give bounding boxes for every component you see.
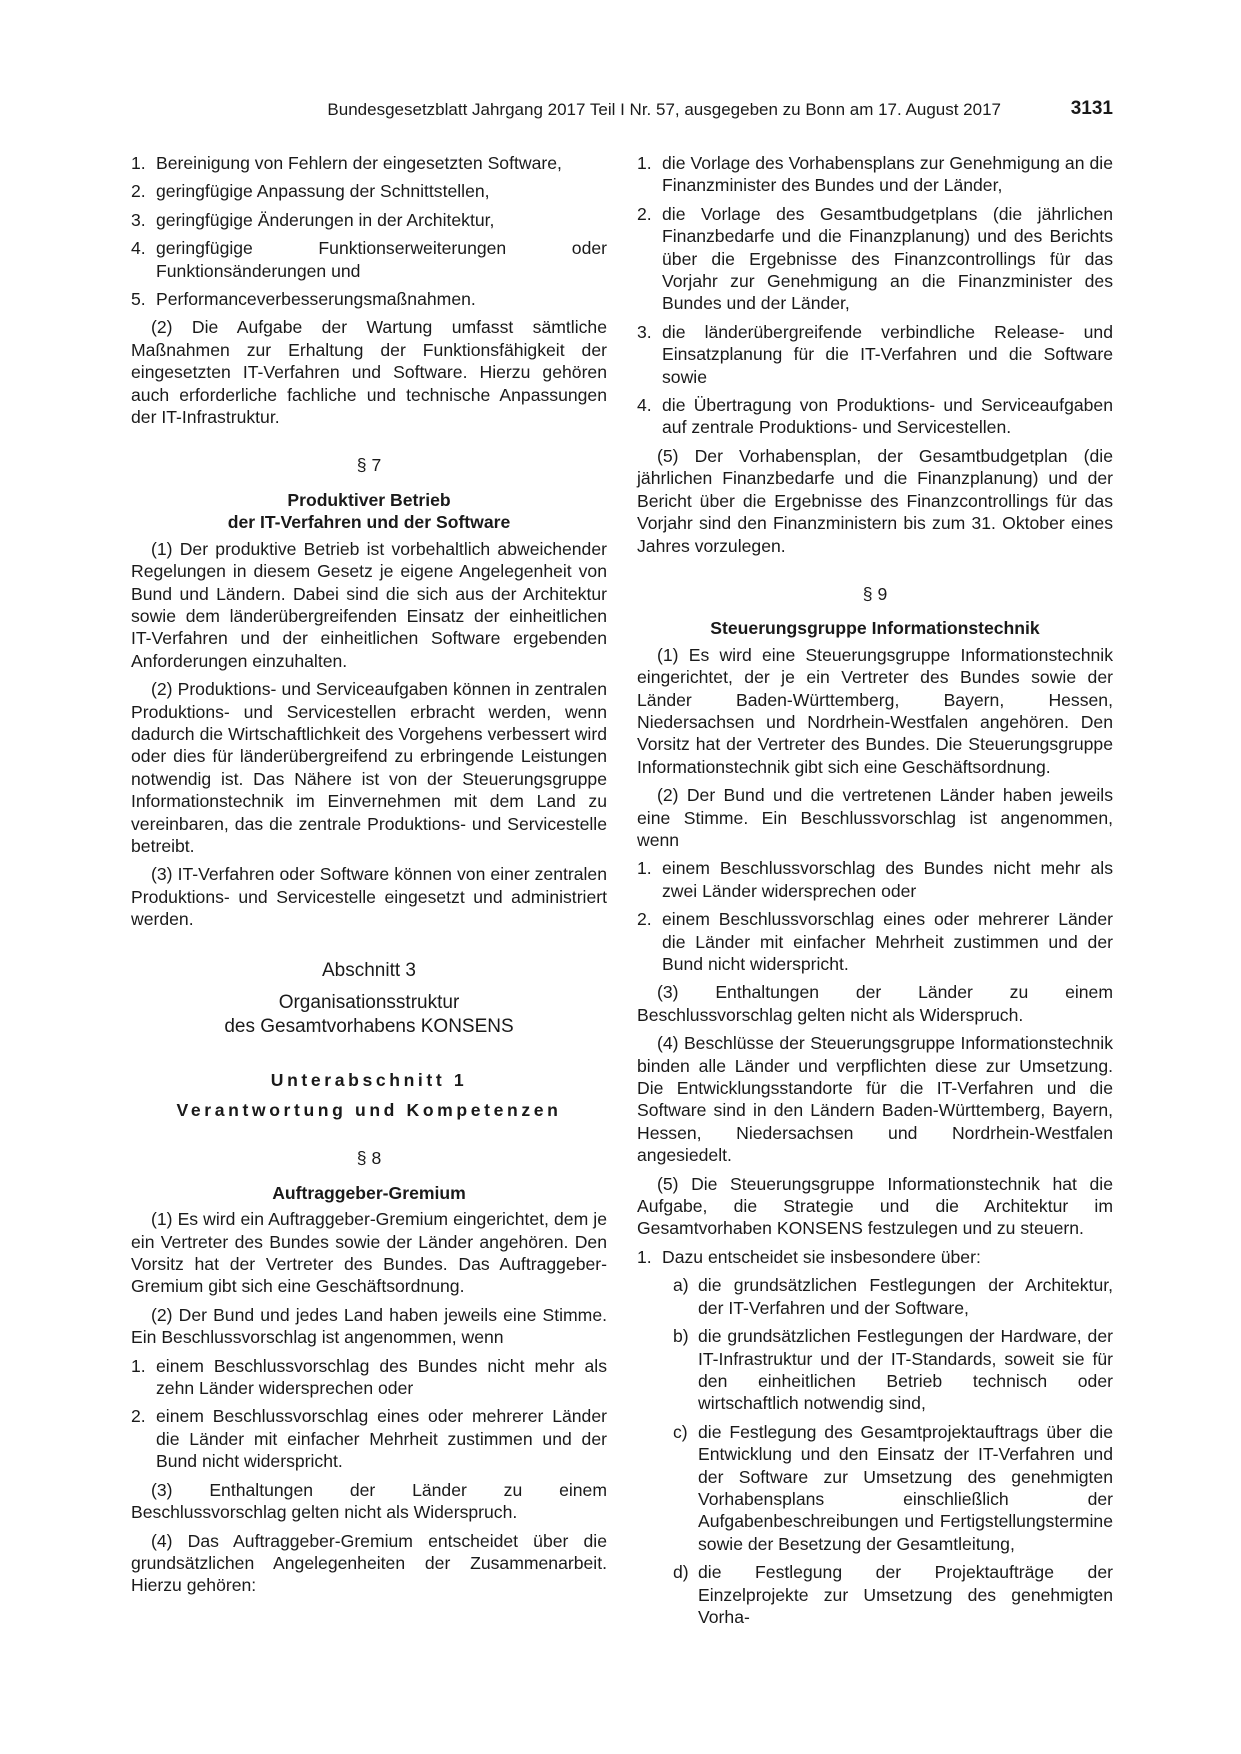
section-8-title: Auftraggeber-Gremium xyxy=(272,1182,466,1203)
section-7-sign: § 7 xyxy=(356,455,382,476)
list-text: Performanceverbesserungsmaßnahmen. xyxy=(156,289,476,310)
list-text: die Vorlage des Gesamtbudgetplans (die jährlichen Finanzbedarfe und die Finanzplanung) und des Berichts über die Ergebnisse des Finanzcontrollings für das Vorjahr zur Genehmigung an die Finanzminister des Bundes und der Länder, xyxy=(662,203,1113,314)
list-text: einem Beschlussvorschlag eines oder mehrerer Länder die Länder mit einfacher Mehrheit zustimmen und der Bund nicht widerspricht. xyxy=(156,1406,607,1472)
list-item xyxy=(637,1246,1113,1268)
subchapter-title: Verantwortung und Kompetenzen xyxy=(176,1100,562,1120)
list-text: geringfügige Änderungen in der Architektur, xyxy=(156,209,495,230)
list-number: 2. xyxy=(637,203,652,224)
chapter-title-line-2: des Gesamtvorhabens KONSENS xyxy=(224,1015,514,1037)
list-text: einem Beschlussvorschlag eines oder mehrerer Länder die Länder mit einfacher Mehrheit zustimmen und der Bund nicht widerspricht. xyxy=(662,909,1113,974)
list-text: Dazu entscheidet sie insbesondere über: xyxy=(662,1246,981,1267)
list-number: 3. xyxy=(637,321,652,342)
list-text: die länderübergreifende verbindliche Release- und Einsatzplanung für die IT-Verfahren und die Software sowie xyxy=(662,321,1113,387)
list-item xyxy=(131,1405,607,1472)
section-7-paragraph-3: (3) IT-Verfahren oder Software können von einer zentralen Produktions- und Servicestelle eingesetzt und administriert werden. xyxy=(131,864,607,930)
list-number: 2. xyxy=(131,181,146,202)
sublist-item xyxy=(637,1561,1113,1628)
section-8-sign: § 8 xyxy=(356,1148,382,1169)
list-item xyxy=(131,237,607,282)
section-9-paragraph-2: (2) Der Bund und die vertretenen Länder haben jeweils eine Stimme. Ein Beschlussvorschlag ist angenommen, wenn xyxy=(637,785,1113,850)
list-item xyxy=(637,394,1113,439)
section-8-paragraph-2: (2) Der Bund und jedes Land haben jeweils eine Stimme. Ein Beschlussvorschlag ist angenommen, wenn xyxy=(131,1304,607,1348)
list-text: einem Beschlussvorschlag des Bundes nicht mehr als zwei Länder widersprechen oder xyxy=(662,858,1113,901)
list-number: 4. xyxy=(131,238,146,259)
list-number: 1. xyxy=(131,1355,146,1376)
page-number: 3131 xyxy=(1070,98,1113,119)
list-number: 4. xyxy=(637,395,652,416)
section-9-title: Steuerungsgruppe Informationstechnik xyxy=(710,618,1040,639)
list-number: 3. xyxy=(131,209,146,230)
list-text: die Übertragung von Produktions- und Serviceaufgaben auf zentrale Produktions- und Servicestellen. xyxy=(662,395,1113,438)
list-text: Bereinigung von Fehlern der eingesetzten Software, xyxy=(156,153,562,173)
section-7-paragraph-1: (1) Der produktive Betrieb ist vorbehaltlich abweichender Regelungen in diesem Gesetz je eigene Angelegenheit von Bund und Ländern. Dabei sind die sich aus der Architektur sowie dem länderübergreifenden Einsatz der einheitlichen IT-Verfahren und der einheitlichen Software ergebenden Anforderungen einzuhalten. xyxy=(131,538,607,671)
sublist-text: die Festlegung des Gesamtprojektauftrags über die Entwicklung und den Einsatz der IT-Verfahren und der Software zur Umsetzung des genehmigten Vorhabensplans einschließlich der Aufgabenbeschreibungen und Fertigstellungstermine sowie der Besetzung der Gesamtleitung, xyxy=(698,1421,1113,1554)
list-number: 2. xyxy=(637,909,652,930)
right-column xyxy=(637,152,1113,1634)
section-8-paragraph-4: (4) Das Auftraggeber-Gremium entscheidet über die grundsätzlichen Angelegenheiten der Zusammenarbeit. Hierzu gehören: xyxy=(131,1530,607,1596)
list-number: 1. xyxy=(131,153,146,173)
list-text: geringfügige Funktionserweiterungen oder Funktionsänderungen und xyxy=(156,238,607,281)
list-number: 5. xyxy=(131,289,146,310)
sublist-letter: c) xyxy=(673,1421,688,1442)
list-item xyxy=(131,288,607,310)
list-text: die Vorlage des Vorhabensplans zur Genehmigung an die Finanzminister des Bundes und der Länder, xyxy=(662,153,1113,196)
chapter-heading: Abschnitt 3 xyxy=(322,959,416,981)
list-text: geringfügige Anpassung der Schnittstellen, xyxy=(156,181,490,202)
list-item xyxy=(637,321,1113,388)
running-title: Bundesgesetzblatt Jahrgang 2017 Teil I Nr. 57, ausgegeben zu Bonn am 17. August 2017 xyxy=(327,100,1001,119)
sublist-letter: b) xyxy=(673,1326,689,1347)
section-8-paragraph-1: (1) Es wird ein Auftraggeber-Gremium eingerichtet, dem je ein Vertreter des Bundes sowie der Länder angehören. Den Vorsitz hat der Vertreter des Bundes. Das Auftraggeber-Gremium gibt sich eine Geschäftsordnung. xyxy=(131,1209,607,1297)
section-8-paragraph-5: (5) Der Vorhabensplan, der Gesamtbudgetplan (die jährlichen Finanzbedarfe und die Finanzplanung) und der Bericht über die Ergebnisse des Finanzcontrollings für das Vorjahr sind den Finanzministern bis zum 31. Oktober eines Jahres vorzulegen. xyxy=(637,445,1113,556)
list-item xyxy=(131,209,607,231)
sublist-item xyxy=(637,1274,1113,1319)
list-number: 1. xyxy=(637,1246,652,1267)
section-9-paragraph-5: (5) Die Steuerungsgruppe Informationstechnik hat die Aufgabe, die Strategie und die Architektur im Gesamtvorhaben KONSENS festzulegen und zu steuern. xyxy=(637,1173,1113,1239)
sublist-item xyxy=(637,1421,1113,1555)
section-9-sign: § 9 xyxy=(862,583,888,604)
sublist-text: die Festlegung der Projektaufträge der Einzelprojekte zur Umsetzung des genehmigten Vorha- xyxy=(698,1562,1113,1627)
sublist-text: die grundsätzlichen Festlegungen der Hardware, der IT-Infrastruktur und der IT-Standards, soweit sie für den einheitlichen Betrieb technisch oder wirtschaftlich notwendig sind, xyxy=(698,1326,1113,1414)
subchapter-heading: Unterabschnitt 1 xyxy=(270,1069,468,1090)
section-7-title-line-2: der IT-Verfahren und der Software xyxy=(227,512,511,533)
chapter-title-line-1: Organisationsstruktur xyxy=(278,991,460,1013)
section-9-paragraph-4: (4) Beschlüsse der Steuerungsgruppe Informationstechnik binden alle Länder und verpflichten diese zur Umsetzung. Die Entwicklungsstandorte für die IT-Verfahren und die Software sind in den Ländern Baden-Württemberg, Bayern, Hessen, Niedersachsen und Nordrhein-Westfalen angesiedelt. xyxy=(637,1033,1113,1166)
list-item xyxy=(637,203,1113,315)
list-item xyxy=(131,152,607,174)
list-number: 1. xyxy=(637,858,652,879)
list-item xyxy=(637,908,1113,975)
list-number: 2. xyxy=(131,1406,146,1427)
list-item xyxy=(637,152,1113,197)
section-7-paragraph-2: (2) Produktions- und Serviceaufgaben können in zentralen Produktions- und Servicestellen erbracht werden, wenn dadurch die Wirtschaftlichkeit des Vorgehens verbessert wird oder dies für länderübergreifend zu erbringende Leistungen notwendig ist. Das Nähere ist von der Steuerungsgruppe Informationstechnik im Einvernehmen mit dem Land zu vereinbaren, das die zentrale Produktions- und Servicestelle betreibt. xyxy=(131,679,607,856)
list-number: 1. xyxy=(637,153,652,173)
sublist-item xyxy=(637,1325,1113,1415)
left-column xyxy=(131,152,607,1603)
sublist-letter: d) xyxy=(673,1562,689,1583)
page-header xyxy=(131,98,1113,126)
sublist-letter: a) xyxy=(673,1275,689,1296)
section-9-paragraph-3: (3) Enthaltungen der Länder zu einem Beschlussvorschlag gelten nicht als Widerspruch. xyxy=(637,982,1113,1025)
section-9-paragraph-1: (1) Es wird eine Steuerungsgruppe Informationstechnik eingerichtet, der je ein Vertreter des Bundes sowie der Länder Baden-Württemberg, Bayern, Hessen, Niedersachsen und Nordrhein-Westfalen angehören. Den Vorsitz hat der Vertreter des Bundes. Die Steuerungsgruppe Informationstechnik gibt sich eine Geschäftsordnung. xyxy=(637,644,1113,777)
list-item xyxy=(637,857,1113,902)
sublist-text: die grundsätzlichen Festlegungen der Architektur, der IT-Verfahren und der Software, xyxy=(698,1275,1113,1318)
list-text: einem Beschlussvorschlag des Bundes nicht mehr als zehn Länder widersprechen oder xyxy=(156,1355,607,1399)
list-item xyxy=(131,1355,607,1400)
paragraph-wartung: (2) Die Aufgabe der Wartung umfasst sämtliche Maßnahmen zur Erhaltung der Funktionsfähigkeit der eingesetzten IT-Verfahren und Software. Hierzu gehören auch erforderliche fachliche und technische Anpassungen der IT-Infrastruktur. xyxy=(131,317,607,428)
list-item xyxy=(131,180,607,202)
section-7-title-line-1: Produktiver Betrieb xyxy=(287,489,451,510)
section-8-paragraph-3: (3) Enthaltungen der Länder zu einem Beschlussvorschlag gelten nicht als Widerspruch. xyxy=(131,1479,607,1523)
